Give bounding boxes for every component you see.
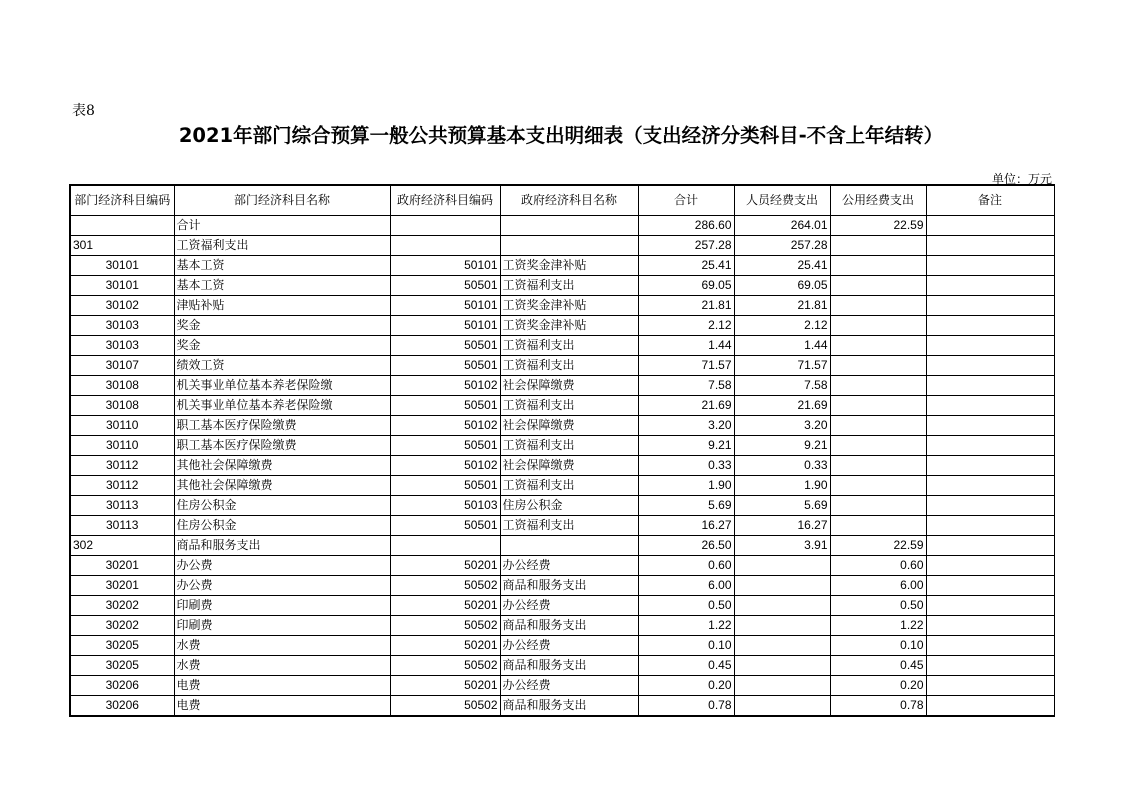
- dept-code-cell: 302: [70, 536, 174, 556]
- table-row: [70, 656, 1054, 676]
- note-cell: [926, 496, 1054, 516]
- dept-name-cell: 机关事业单位基本养老保险缴: [174, 396, 390, 416]
- table-row: [70, 556, 1054, 576]
- gov-code-cell: 50502: [390, 656, 500, 676]
- public-cell: [830, 456, 926, 476]
- header-gov-name: 政府经济科目名称: [500, 185, 638, 216]
- personnel-cell: 0.33: [734, 456, 830, 476]
- total-cell: 69.05: [638, 276, 734, 296]
- public-cell: [830, 276, 926, 296]
- personnel-cell: [734, 676, 830, 696]
- total-cell: 1.22: [638, 616, 734, 636]
- table-row: [70, 596, 1054, 616]
- gov-name-cell: 社会保障缴费: [500, 456, 638, 476]
- header-public: 公用经费支出: [830, 185, 926, 216]
- dept-code-cell: [70, 216, 174, 236]
- public-cell: [830, 316, 926, 336]
- total-cell: 25.41: [638, 256, 734, 276]
- note-cell: [926, 316, 1054, 336]
- personnel-cell: 1.90: [734, 476, 830, 496]
- public-cell: [830, 416, 926, 436]
- dept-name-cell: 工资福利支出: [174, 236, 390, 256]
- table-row: [70, 496, 1054, 516]
- gov-name-cell: 工资福利支出: [500, 436, 638, 456]
- table-row: [70, 336, 1054, 356]
- table-row: [70, 276, 1054, 296]
- note-cell: [926, 396, 1054, 416]
- dept-code-cell: 30202: [70, 596, 174, 616]
- total-cell: 2.12: [638, 316, 734, 336]
- table-row: [70, 696, 1054, 717]
- dept-code-cell: 301: [70, 236, 174, 256]
- dept-name-cell: 办公费: [174, 556, 390, 576]
- dept-code-cell: 30112: [70, 456, 174, 476]
- gov-name-cell: 商品和服务支出: [500, 696, 638, 717]
- note-cell: [926, 276, 1054, 296]
- gov-name-cell: 工资福利支出: [500, 476, 638, 496]
- page-title: 2021年部门综合预算一般公共预算基本支出明细表（支出经济分类科目-不含上年结转）: [178, 124, 944, 147]
- note-cell: [926, 516, 1054, 536]
- table-row: [70, 516, 1054, 536]
- dept-code-cell: 30205: [70, 656, 174, 676]
- public-cell: [830, 436, 926, 456]
- gov-code-cell: 50103: [390, 496, 500, 516]
- personnel-cell: [734, 616, 830, 636]
- gov-code-cell: 50101: [390, 316, 500, 336]
- public-cell: [830, 236, 926, 256]
- dept-name-cell: 职工基本医疗保险缴费: [174, 416, 390, 436]
- public-cell: 0.78: [830, 696, 926, 717]
- personnel-cell: [734, 576, 830, 596]
- public-cell: 0.10: [830, 636, 926, 656]
- table-row: [70, 356, 1054, 376]
- header-dept-name: 部门经济科目名称: [174, 185, 390, 216]
- note-cell: [926, 356, 1054, 376]
- total-cell: 7.58: [638, 376, 734, 396]
- gov-name-cell: 工资福利支出: [500, 516, 638, 536]
- gov-name-cell: 商品和服务支出: [500, 656, 638, 676]
- note-cell: [926, 616, 1054, 636]
- gov-name-cell: 工资福利支出: [500, 396, 638, 416]
- budget-table: [69, 184, 1055, 717]
- total-cell: 286.60: [638, 216, 734, 236]
- dept-name-cell: 其他社会保障缴费: [174, 476, 390, 496]
- dept-name-cell: 基本工资: [174, 256, 390, 276]
- note-cell: [926, 476, 1054, 496]
- personnel-cell: 5.69: [734, 496, 830, 516]
- dept-name-cell: 职工基本医疗保险缴费: [174, 436, 390, 456]
- gov-name-cell: 商品和服务支出: [500, 576, 638, 596]
- dept-name-cell: 办公费: [174, 576, 390, 596]
- table-header-row: [70, 185, 1054, 216]
- personnel-cell: [734, 596, 830, 616]
- gov-code-cell: 50502: [390, 576, 500, 596]
- personnel-cell: 25.41: [734, 256, 830, 276]
- total-cell: 3.20: [638, 416, 734, 436]
- dept-code-cell: 30113: [70, 496, 174, 516]
- gov-name-cell: 办公经费: [500, 596, 638, 616]
- unit-label: 单位：万元: [991, 172, 1052, 186]
- dept-name-cell: 奖金: [174, 316, 390, 336]
- dept-code-cell: 30108: [70, 396, 174, 416]
- gov-code-cell: 50101: [390, 256, 500, 276]
- public-cell: 0.20: [830, 676, 926, 696]
- total-cell: 0.10: [638, 636, 734, 656]
- gov-name-cell: 社会保障缴费: [500, 376, 638, 396]
- gov-code-cell: 50102: [390, 456, 500, 476]
- public-cell: 0.45: [830, 656, 926, 676]
- gov-name-cell: 工资奖金津补贴: [500, 316, 638, 336]
- public-cell: 22.59: [830, 216, 926, 236]
- personnel-cell: 257.28: [734, 236, 830, 256]
- total-cell: 21.69: [638, 396, 734, 416]
- public-cell: 6.00: [830, 576, 926, 596]
- total-cell: 0.60: [638, 556, 734, 576]
- table-row: [70, 576, 1054, 596]
- personnel-cell: [734, 556, 830, 576]
- public-cell: [830, 396, 926, 416]
- dept-code-cell: 30107: [70, 356, 174, 376]
- table-row: [70, 216, 1054, 236]
- note-cell: [926, 216, 1054, 236]
- dept-code-cell: 30113: [70, 516, 174, 536]
- gov-name-cell: 工资福利支出: [500, 336, 638, 356]
- note-cell: [926, 536, 1054, 556]
- dept-name-cell: 绩效工资: [174, 356, 390, 376]
- gov-code-cell: 50201: [390, 636, 500, 656]
- gov-name-cell: 住房公积金: [500, 496, 638, 516]
- table-row: [70, 456, 1054, 476]
- gov-name-cell: 社会保障缴费: [500, 416, 638, 436]
- total-cell: 1.90: [638, 476, 734, 496]
- note-cell: [926, 556, 1054, 576]
- personnel-cell: 71.57: [734, 356, 830, 376]
- gov-code-cell: [390, 216, 500, 236]
- gov-code-cell: 50501: [390, 476, 500, 496]
- total-cell: 21.81: [638, 296, 734, 316]
- dept-code-cell: 30206: [70, 696, 174, 717]
- total-cell: 1.44: [638, 336, 734, 356]
- gov-name-cell: 工资福利支出: [500, 356, 638, 376]
- public-cell: [830, 496, 926, 516]
- personnel-cell: 2.12: [734, 316, 830, 336]
- table-row: [70, 476, 1054, 496]
- total-cell: 16.27: [638, 516, 734, 536]
- note-cell: [926, 656, 1054, 676]
- dept-code-cell: 30202: [70, 616, 174, 636]
- total-cell: 71.57: [638, 356, 734, 376]
- dept-name-cell: 印刷费: [174, 616, 390, 636]
- personnel-cell: 21.69: [734, 396, 830, 416]
- note-cell: [926, 416, 1054, 436]
- public-cell: [830, 336, 926, 356]
- table-row: [70, 416, 1054, 436]
- dept-name-cell: 水费: [174, 656, 390, 676]
- personnel-cell: 16.27: [734, 516, 830, 536]
- personnel-cell: 7.58: [734, 376, 830, 396]
- table-row: [70, 316, 1054, 336]
- dept-name-cell: 电费: [174, 676, 390, 696]
- total-cell: 26.50: [638, 536, 734, 556]
- gov-code-cell: 50502: [390, 696, 500, 717]
- personnel-cell: 69.05: [734, 276, 830, 296]
- note-cell: [926, 436, 1054, 456]
- gov-code-cell: 50501: [390, 436, 500, 456]
- note-cell: [926, 336, 1054, 356]
- note-cell: [926, 696, 1054, 717]
- dept-code-cell: 30201: [70, 556, 174, 576]
- public-cell: 22.59: [830, 536, 926, 556]
- table-row: [70, 256, 1054, 276]
- dept-code-cell: 30102: [70, 296, 174, 316]
- header-personnel: 人员经费支出: [734, 185, 830, 216]
- dept-name-cell: 机关事业单位基本养老保险缴: [174, 376, 390, 396]
- table-row: [70, 396, 1054, 416]
- dept-name-cell: 印刷费: [174, 596, 390, 616]
- dept-code-cell: 30112: [70, 476, 174, 496]
- personnel-cell: 264.01: [734, 216, 830, 236]
- gov-code-cell: 50201: [390, 556, 500, 576]
- table-row: [70, 616, 1054, 636]
- public-cell: 0.60: [830, 556, 926, 576]
- gov-code-cell: 50102: [390, 376, 500, 396]
- personnel-cell: 21.81: [734, 296, 830, 316]
- header-note: 备注: [926, 185, 1054, 216]
- total-cell: 6.00: [638, 576, 734, 596]
- gov-code-cell: 50501: [390, 356, 500, 376]
- public-cell: 1.22: [830, 616, 926, 636]
- public-cell: [830, 376, 926, 396]
- gov-name-cell: 工资奖金津补贴: [500, 256, 638, 276]
- public-cell: [830, 516, 926, 536]
- public-cell: 0.50: [830, 596, 926, 616]
- gov-code-cell: 50501: [390, 396, 500, 416]
- gov-code-cell: [390, 536, 500, 556]
- personnel-cell: 1.44: [734, 336, 830, 356]
- gov-name-cell: [500, 216, 638, 236]
- header-dept-code: 部门经济科目编码: [70, 185, 174, 216]
- note-cell: [926, 456, 1054, 476]
- note-cell: [926, 596, 1054, 616]
- personnel-cell: [734, 636, 830, 656]
- dept-name-cell: 奖金: [174, 336, 390, 356]
- table-row: [70, 376, 1054, 396]
- dept-name-cell: 合计: [174, 216, 390, 236]
- dept-code-cell: 30205: [70, 636, 174, 656]
- dept-code-cell: 30201: [70, 576, 174, 596]
- dept-name-cell: 基本工资: [174, 276, 390, 296]
- dept-name-cell: 住房公积金: [174, 496, 390, 516]
- table-row: [70, 436, 1054, 456]
- note-cell: [926, 376, 1054, 396]
- total-cell: 0.78: [638, 696, 734, 717]
- gov-code-cell: 50501: [390, 516, 500, 536]
- dept-name-cell: 商品和服务支出: [174, 536, 390, 556]
- dept-code-cell: 30103: [70, 336, 174, 356]
- dept-name-cell: 电费: [174, 696, 390, 717]
- table-row: [70, 236, 1054, 256]
- dept-code-cell: 30101: [70, 276, 174, 296]
- total-cell: 0.20: [638, 676, 734, 696]
- dept-code-cell: 30206: [70, 676, 174, 696]
- personnel-cell: [734, 696, 830, 717]
- gov-name-cell: 工资奖金津补贴: [500, 296, 638, 316]
- public-cell: [830, 356, 926, 376]
- gov-name-cell: 办公经费: [500, 636, 638, 656]
- dept-name-cell: 其他社会保障缴费: [174, 456, 390, 476]
- dept-code-cell: 30101: [70, 256, 174, 276]
- gov-name-cell: 商品和服务支出: [500, 616, 638, 636]
- gov-name-cell: [500, 236, 638, 256]
- dept-code-cell: 30103: [70, 316, 174, 336]
- header-total: 合计: [638, 185, 734, 216]
- dept-name-cell: 住房公积金: [174, 516, 390, 536]
- note-cell: [926, 636, 1054, 656]
- total-cell: 0.33: [638, 456, 734, 476]
- personnel-cell: 3.91: [734, 536, 830, 556]
- gov-name-cell: 办公经费: [500, 676, 638, 696]
- note-cell: [926, 236, 1054, 256]
- total-cell: 9.21: [638, 436, 734, 456]
- gov-name-cell: 工资福利支出: [500, 276, 638, 296]
- gov-code-cell: 50502: [390, 616, 500, 636]
- total-cell: 0.50: [638, 596, 734, 616]
- gov-code-cell: 50101: [390, 296, 500, 316]
- header-gov-code: 政府经济科目编码: [390, 185, 500, 216]
- personnel-cell: [734, 656, 830, 676]
- table-number: 表8: [72, 103, 95, 119]
- dept-name-cell: 水费: [174, 636, 390, 656]
- total-cell: 257.28: [638, 236, 734, 256]
- note-cell: [926, 256, 1054, 276]
- note-cell: [926, 296, 1054, 316]
- note-cell: [926, 676, 1054, 696]
- public-cell: [830, 476, 926, 496]
- table-row: [70, 296, 1054, 316]
- dept-name-cell: 津贴补贴: [174, 296, 390, 316]
- table-row: [70, 676, 1054, 696]
- gov-code-cell: 50201: [390, 596, 500, 616]
- table-row: [70, 536, 1054, 556]
- total-cell: 0.45: [638, 656, 734, 676]
- dept-code-cell: 30110: [70, 416, 174, 436]
- gov-code-cell: 50102: [390, 416, 500, 436]
- table-row: [70, 636, 1054, 656]
- gov-code-cell: 50501: [390, 336, 500, 356]
- gov-code-cell: 50201: [390, 676, 500, 696]
- public-cell: [830, 296, 926, 316]
- dept-code-cell: 30110: [70, 436, 174, 456]
- gov-name-cell: 办公经费: [500, 556, 638, 576]
- total-cell: 5.69: [638, 496, 734, 516]
- table-body: [70, 216, 1054, 717]
- dept-code-cell: 30108: [70, 376, 174, 396]
- note-cell: [926, 576, 1054, 596]
- personnel-cell: 9.21: [734, 436, 830, 456]
- gov-code-cell: 50501: [390, 276, 500, 296]
- personnel-cell: 3.20: [734, 416, 830, 436]
- public-cell: [830, 256, 926, 276]
- gov-name-cell: [500, 536, 638, 556]
- gov-code-cell: [390, 236, 500, 256]
